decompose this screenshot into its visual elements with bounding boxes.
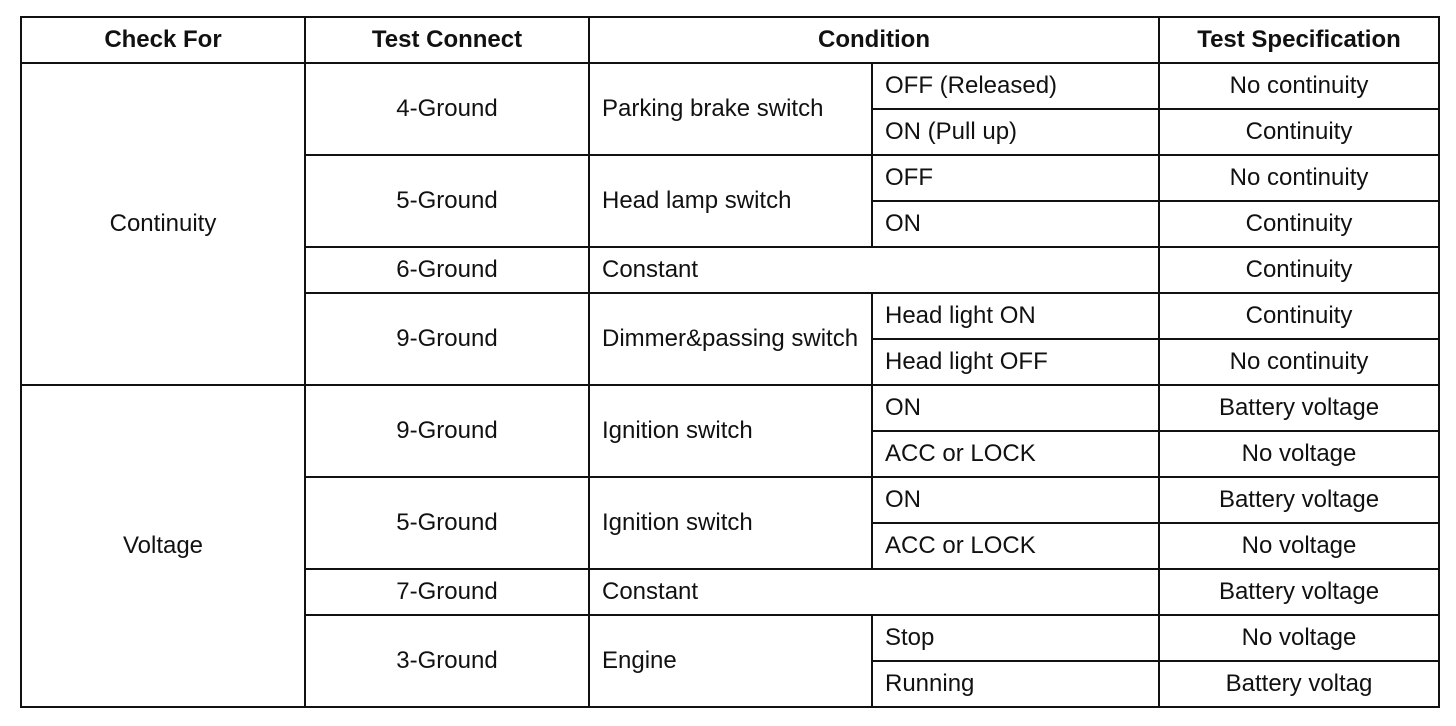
state-cell: ACC or LOCK bbox=[872, 523, 1159, 569]
spec-cell: No continuity bbox=[1159, 155, 1439, 201]
test-connect-cell: 9-Ground bbox=[305, 385, 589, 477]
state-cell: Head light OFF bbox=[872, 339, 1159, 385]
state-cell: ON bbox=[872, 201, 1159, 247]
condition-cell: Constant bbox=[589, 569, 1159, 615]
spec-cell: No voltage bbox=[1159, 431, 1439, 477]
test-connect-cell: 4-Ground bbox=[305, 63, 589, 155]
header-row bbox=[21, 17, 1439, 63]
spec-cell: Continuity bbox=[1159, 109, 1439, 155]
header-check-for: Check For bbox=[21, 17, 305, 63]
state-cell: OFF bbox=[872, 155, 1159, 201]
test-connect-cell: 7-Ground bbox=[305, 569, 589, 615]
state-cell: ON (Pull up) bbox=[872, 109, 1159, 155]
header-test-specification: Test Specification bbox=[1159, 17, 1439, 63]
state-cell: Stop bbox=[872, 615, 1159, 661]
spec-cell: Battery voltage bbox=[1159, 477, 1439, 523]
table-row bbox=[21, 63, 1439, 109]
spec-cell: No voltage bbox=[1159, 615, 1439, 661]
test-connect-cell: 3-Ground bbox=[305, 615, 589, 707]
check-for-cell: Continuity bbox=[21, 63, 305, 385]
condition-cell: Ignition switch bbox=[589, 477, 872, 569]
state-cell: Running bbox=[872, 661, 1159, 707]
state-cell: ON bbox=[872, 385, 1159, 431]
condition-cell: Constant bbox=[589, 247, 1159, 293]
condition-cell: Ignition switch bbox=[589, 385, 872, 477]
spec-cell: Battery voltage bbox=[1159, 569, 1439, 615]
header-test-connect: Test Connect bbox=[305, 17, 589, 63]
test-connect-cell: 5-Ground bbox=[305, 477, 589, 569]
test-connect-cell: 6-Ground bbox=[305, 247, 589, 293]
header-condition: Condition bbox=[589, 17, 1159, 63]
spec-cell: No voltage bbox=[1159, 523, 1439, 569]
spec-cell: Battery voltage bbox=[1159, 385, 1439, 431]
state-cell: OFF (Released) bbox=[872, 63, 1159, 109]
condition-cell: Head lamp switch bbox=[589, 155, 872, 247]
spec-cell: No continuity bbox=[1159, 339, 1439, 385]
condition-cell: Parking brake switch bbox=[589, 63, 872, 155]
condition-cell: Engine bbox=[589, 615, 872, 707]
test-connect-cell: 9-Ground bbox=[305, 293, 589, 385]
check-for-cell: Voltage bbox=[21, 385, 305, 707]
test-connect-cell: 5-Ground bbox=[305, 155, 589, 247]
state-cell: ON bbox=[872, 477, 1159, 523]
condition-cell: Dimmer&passing switch bbox=[589, 293, 872, 385]
state-cell: Head light ON bbox=[872, 293, 1159, 339]
spec-cell: Continuity bbox=[1159, 201, 1439, 247]
state-cell: ACC or LOCK bbox=[872, 431, 1159, 477]
spec-cell: No continuity bbox=[1159, 63, 1439, 109]
table-row bbox=[21, 385, 1439, 431]
inspection-table bbox=[20, 16, 1440, 708]
spec-cell: Continuity bbox=[1159, 247, 1439, 293]
spec-cell: Continuity bbox=[1159, 293, 1439, 339]
spec-cell: Battery voltag bbox=[1159, 661, 1439, 707]
